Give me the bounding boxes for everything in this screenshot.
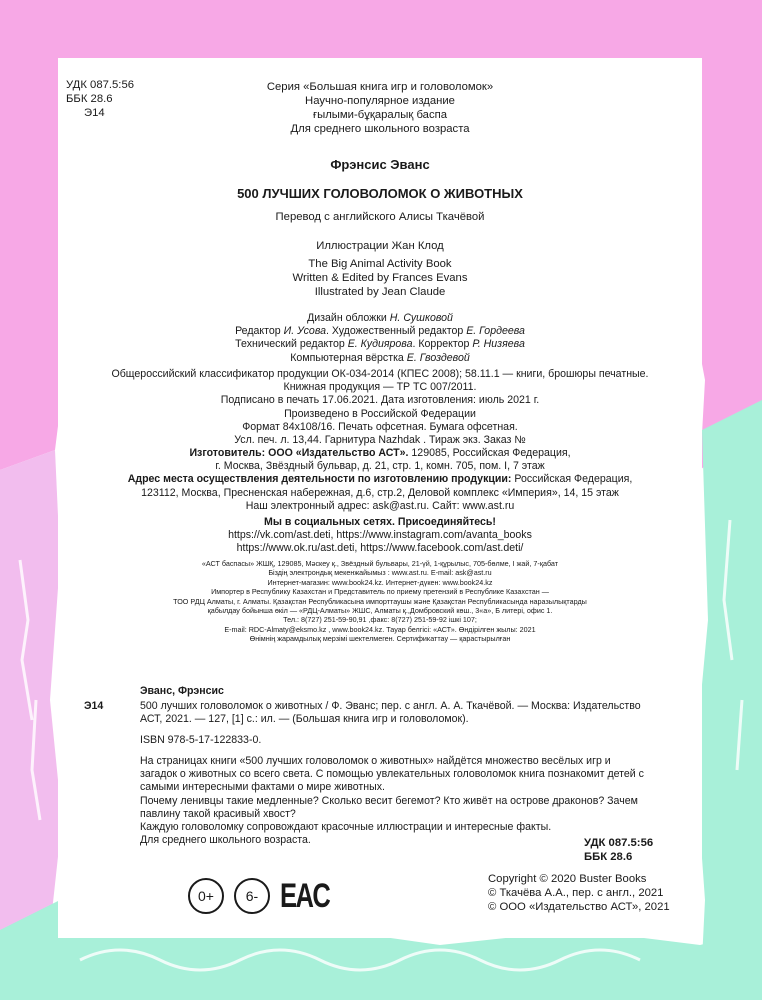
book-title: 500 ЛУЧШИХ ГОЛОВОЛОМОК О ЖИВОТНЫХ [237, 186, 523, 201]
kz-line: қабылдау бойынша өкіл — «РДЦ-Алматы» ЖШС, Алматы қ.,Домбровский көш., 3«а», Б литері, офис 1. [207, 606, 553, 616]
social-heading: Мы в социальных сетях. Присоединяйтесь! [264, 516, 496, 528]
book-author: Фрэнсис Эванс [330, 157, 430, 172]
catalog-line: 500 лучших головоломок о животных / Ф. Эванс; пер. с англ. А. А. Ткачёвой. — Москва: Издательство [140, 700, 641, 712]
classification-line: Общероссийский классификатор продукции ОК-034-2014 (КПЕС 2008); 58.11.1 — книги, брошюры печатные. [111, 368, 649, 380]
kz-line: Өнімнің жарамдылық мерзімі шектелмеген. Сертификаттау — қарастырылған [249, 634, 511, 644]
annotation-line: Каждую головоломку сопровождают красочные иллюстрации и интересные факты. [140, 821, 552, 834]
eac-mark: EAC [280, 877, 330, 915]
kz-line: Біздің электрондық мекенжайымыз : www.ast.ru. E-mail: ask@ast.ru [268, 568, 492, 578]
classification-line: Книжная продукция — ТР ТС 007/2011. [283, 381, 477, 394]
age-rating-6: 6- [245, 888, 259, 904]
production-address: 123112, Москва, Пресненская набережная, д.6, стр.2, Деловой комплекс «Империя», 14, 15 этаж [141, 486, 619, 499]
imprint-page [58, 58, 702, 938]
social-links: https://www.ok.ru/ast.deti, https://www.facebook.com/ast.deti/ [236, 542, 524, 555]
certification-marks [188, 876, 328, 918]
kz-line: Импортер в Республику Казахстан и Представитель по приему претензий в Республике Казахстан — [211, 587, 549, 597]
social-block [58, 516, 702, 556]
manufacturer-block [58, 447, 702, 513]
classification-block [58, 368, 702, 447]
production-address-line: Адрес места осуществления деятельности по изготовлению продукции: Российская Федерация, [127, 473, 633, 486]
copyright-line: Copyright © 2020 Buster Books [488, 873, 647, 885]
print-run-line: Усл. печ. л. 13,44. Гарнитура Nazhdak . Тираж экз. Заказ № [234, 434, 526, 447]
annotation-block [140, 755, 644, 847]
kz-line: «АСТ баспасы» ЖШҚ, 129085, Мәскеу қ., Звёздный бульвары, 21-үй, 1-құрылыс, 705-бөлме, I жай, 7-қабат [201, 559, 559, 568]
origin-country: Произведено в Российской Федерации [284, 407, 476, 420]
age-group: Для среднего школьного возраста [290, 123, 470, 135]
bbk-code: ББК 28.6 [584, 851, 633, 863]
print-date: Подписано в печать 17.06.2021. Дата изготовления: июль 2021 г. [220, 394, 540, 407]
annotation-line: загадок о животных со всего света. С помощью увлекательных головоломок книга познакомит детей с [140, 768, 644, 781]
edition-type-kz: ғылыми-бұқаралық баспа [312, 109, 448, 121]
copyright-line: © ООО «Издательство АСТ», 2021 [488, 901, 670, 913]
udk-code: УДК 087.5:56 [584, 837, 654, 849]
manufacturer-address: г. Москва, Звёздный бульвар, д. 21, стр. 1, комн. 705, пом. I, 7 этаж [215, 460, 545, 473]
kz-line: E-mail: RDC-Almaty@eksmo.kz , www.book24.kz. Тауар белгісі: «АСТ». Өндірілген жылы: 2021 [224, 624, 536, 634]
age-rating-0: 0+ [198, 888, 214, 904]
format-line: Формат 84х108/16. Печать офсетная. Бумага офсетная. [242, 420, 518, 433]
annotation-line: самыми интересными фактами о мире животных. [140, 781, 385, 794]
translation-credit: Перевод с английского Алисы Ткачёвой [275, 211, 485, 223]
catalog-line: АСТ, 2021. — 127, [1] с.: ил. — (Большая книга игр и головоломок). [140, 713, 469, 726]
cover-design-credit: Дизайн обложки Н. Сушковой [307, 312, 453, 324]
editor-credit: Редактор И. Усова. Художественный редактор Е. Гордеева [235, 325, 525, 338]
copyright-block [488, 872, 670, 914]
annotation-line: павлину такой красивый хвост? [140, 807, 296, 820]
social-links: https://vk.com/ast.deti, https://www.instagram.com/avanta_books [228, 529, 532, 542]
bbk-code: ББК 28.6 [66, 93, 113, 105]
series-block [58, 80, 702, 136]
manufacturer-line: Изготовитель: ООО «Издательство АСТ». 129085, Российская Федерация, [189, 447, 571, 459]
original-illustrator: Illustrated by Jean Claude [314, 286, 446, 298]
original-title: The Big Animal Activity Book [308, 258, 452, 270]
catalog-code: Э14 [84, 700, 104, 712]
age-rating-0-icon [188, 878, 224, 914]
catalog-code: Э14 [84, 107, 105, 119]
catalog-description [140, 700, 641, 726]
footer-codes [584, 836, 653, 864]
isbn: ISBN 978-5-17-122833-0. [140, 734, 262, 746]
eac-mark-icon [280, 876, 329, 916]
edition-type: Научно-популярное издание [305, 95, 455, 107]
kz-line: Интернет-магазин: www.book24.kz. Интернет-дүкен: www.book24.kz [267, 577, 493, 587]
kazakh-info-block [58, 559, 702, 644]
tech-editor-credit: Технический редактор Е. Кудиярова. Корректор Р. Низяева [235, 338, 525, 351]
annotation-line: Для среднего школьного возраста. [140, 834, 311, 847]
catalog-author: Эванс, Фрэнсис [140, 685, 224, 697]
kz-line: Тел.: 8(727) 251-59-90,91 ,факс: 8(727) 251-59-92 ішкі 107; [283, 615, 477, 625]
copyright-line: © Ткачёва А.А., пер. с англ., 2021 [488, 887, 664, 899]
illustrations-credit: Иллюстрации Жан Клод [316, 240, 444, 252]
age-rating-6-icon [234, 878, 270, 914]
original-author: Written & Edited by Frances Evans [292, 272, 468, 284]
series-name: Серия «Большая книга игр и головоломок» [266, 81, 494, 93]
udk-code: УДК 087.5:56 [66, 79, 135, 91]
annotation-line: Почему ленивцы такие медленные? Сколько весит бегемот? Кто живёт на острове драконов? Зачем [140, 794, 638, 807]
kz-line: ТОО РДЦ Алматы, г. Алматы. Қазақстан Республикасына импорттаушы және Қазақстан Республикасында наразылықтарды [173, 596, 587, 606]
layout-credit: Компьютерная вёрстка Е. Гвоздевой [290, 351, 470, 364]
annotation-line: На страницах книги «500 лучших головоломок о животных» найдётся множество весёлых игр и [140, 755, 611, 767]
contact-line: Наш электронный адрес: ask@ast.ru. Сайт: www.ast.ru [245, 499, 515, 512]
credits-block [58, 312, 702, 365]
original-title-block [58, 257, 702, 299]
